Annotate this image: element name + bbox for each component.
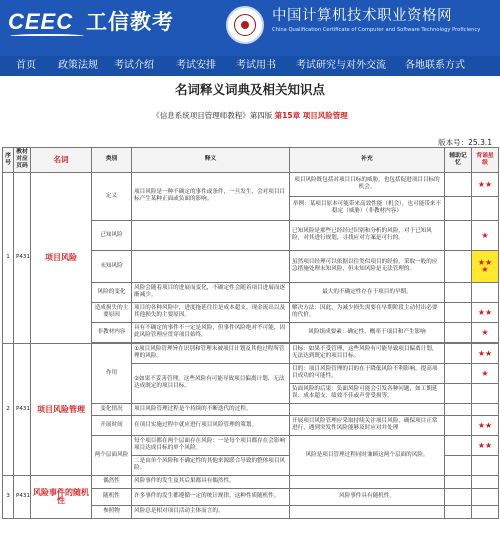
doc-subtitle: [0, 110, 500, 122]
row-category: 参照物: [92, 505, 132, 518]
row-category: 作用: [92, 343, 132, 403]
nav-exam-schedule[interactable]: 考试安排: [176, 60, 216, 71]
org-name: 中国计算机技术职业资格网: [272, 8, 452, 24]
row-definition: ②如果不妥善管理，这些风险有可能导致项目偏离计划，无法达成既定的项目目标。: [132, 363, 290, 403]
row-stars: ★★: [472, 435, 499, 455]
subtitle-chapter: 第15章 项目风险管理: [274, 111, 348, 120]
row-stars: [472, 455, 499, 475]
row-definition: ①项目风险管理旨在识别和管理未被项目计划及其他过程所管理的风险。: [132, 343, 290, 363]
nav-exam-intro[interactable]: 考试介绍: [114, 60, 154, 71]
row-stars: ★★: [472, 172, 499, 196]
subtitle-book: 《信息系统项目管理师教程》第四版: [152, 111, 273, 120]
row-term: 风险事件的随机性: [31, 475, 92, 518]
row-supplement: [290, 505, 445, 518]
row-aux: [445, 172, 472, 196]
row-stars: [472, 505, 499, 518]
row-supplement: 解决方法：因此，为减少损失需要在早期阶段主动付出必要的代价。: [290, 302, 445, 322]
row-stars: ★★: [472, 415, 499, 435]
row-category: 风险的变化: [92, 282, 132, 302]
row-supplement: 风险是项目管理过程同时兼顾这两个层面的风险。: [290, 435, 445, 475]
row-aux: [445, 302, 472, 322]
row-definition: 二是由单个风险和不确定性的其他来源联合导致的整体项目风险。: [132, 455, 290, 475]
row-supplement: 项目风险既包括对项目目标的威胁，也包括促进项目目标的机会。: [290, 172, 445, 196]
row-category: 未知风险: [92, 250, 132, 282]
col-name: 名词: [31, 148, 92, 173]
row-page: P431: [14, 343, 31, 475]
row-supplement: [290, 475, 445, 488]
ceec-logo[interactable]: [8, 9, 73, 35]
row-definition: [132, 250, 290, 282]
row-supplement: 最大的不确定性存在于项目的早期。: [290, 282, 445, 302]
row-category: 随机性: [92, 488, 132, 505]
row-definition: 风险总是相对项目活动主体而言的。: [132, 505, 290, 518]
col-category: 类别: [92, 148, 132, 173]
row-supplement: [290, 403, 445, 415]
row-aux: [445, 383, 472, 403]
row-stars: [472, 282, 499, 302]
col-definition: 释义: [132, 148, 290, 173]
logo-text[interactable]: 工信教考: [86, 10, 174, 34]
row-aux: [445, 488, 472, 505]
row-term: 项目风险: [31, 172, 92, 343]
row-aux: [445, 196, 472, 220]
row-definition: 风险会随着项目的进展而变化，不确定性会随着项目进展而逐渐减少。: [132, 282, 290, 302]
version-number: 版本号：25.3.1: [438, 138, 492, 147]
row-aux: [445, 475, 472, 488]
table-row: [3, 343, 499, 363]
logo-mark: CEEC: [8, 9, 74, 34]
doc-title: 名词释义词典及相关知识点: [174, 82, 325, 97]
row-category: 定义: [92, 172, 132, 220]
row-supplement: 风险组成要素：确定性、概率于项目和产生影响: [290, 322, 445, 342]
row-aux: [445, 435, 472, 455]
row-supplement: 风险事件具有随机性。: [290, 488, 445, 505]
row-aux: [445, 505, 472, 518]
row-aux: [445, 220, 472, 250]
row-stars: ★: [472, 363, 499, 383]
row-stars: [472, 488, 499, 505]
row-aux: [445, 322, 472, 342]
org-name-en: China Qualification Certificate of Computer and Software Technology Proficiency: [272, 27, 481, 33]
row-aux: [445, 403, 472, 415]
row-definition: [132, 220, 290, 250]
row-stars: [472, 196, 499, 220]
main-nav: [0, 56, 500, 76]
row-page: P431: [14, 475, 31, 518]
row-aux: [445, 363, 472, 383]
row-supplement: 举例：某项目原本可能带来高效性能（机会），也可能带来不稳定（威胁）（非教材内容）: [290, 196, 445, 220]
row-definition: 项目的各种风险中，进度拖延往往是成本超支、现金流出以及其他损失的主要原因。: [132, 302, 290, 322]
row-definition: 风险事件的发生及其后果都具有偶然性。: [132, 475, 290, 488]
row-supplement: 虽然项目经理可以依据以往类似项目的经验，采取一般的应急措施处理未知风险，但未知风险是无法管理的。: [290, 250, 445, 282]
col-freq: 背诵星级: [472, 148, 499, 173]
row-category: 造成损失的主要原因: [92, 302, 132, 322]
col-no: 序号: [3, 148, 14, 173]
row-stars: ★★ ★: [472, 250, 499, 282]
row-stars: ★★: [472, 302, 499, 322]
nav-research[interactable]: 考试研究与对外交流: [296, 60, 386, 71]
row-category: 变化情况: [92, 403, 132, 415]
nav-policy[interactable]: 政策法规: [58, 60, 98, 71]
row-no: 2: [3, 343, 14, 475]
org-seal-icon: [226, 6, 264, 44]
row-supplement: 目标：如果不受管理，这些风险有可能导致项目偏离计划，无法达到既定的项目目标。: [290, 343, 445, 363]
table-row: [3, 475, 499, 488]
row-definition: 每个项目都在两个层面存在风险：一是每个项目都存在会影响项目达成目标的单个风险。: [132, 435, 290, 455]
row-definition: 项目风险是一种不确定的事件或条件，一旦发生，会对项目目标产生某种正面或负面的影响。: [132, 172, 290, 220]
row-stars: [472, 403, 499, 415]
row-supplement: 已知风险是那些已经经过识别和分析的风险，对于已知风险，对其进行规划，寻找应对方案是可行的。: [290, 220, 445, 250]
row-aux: [445, 415, 472, 435]
logo-swoosh: [10, 34, 84, 38]
row-definition: 在项目实施过程中就应进行项目风险管理的策划。: [132, 415, 290, 435]
row-definition: 项目风险管理过程是个持续的不断迭代的过程。: [132, 403, 290, 415]
col-supplement: 补充: [290, 148, 445, 173]
site-header: [0, 0, 500, 56]
row-aux: [445, 343, 472, 363]
row-stars: ★: [472, 220, 499, 250]
table-row: [3, 172, 499, 196]
row-category: 已知风险: [92, 220, 132, 250]
row-category: 开展时间: [92, 415, 132, 435]
row-aux: [445, 250, 472, 282]
document: [0, 76, 500, 534]
nav-contacts[interactable]: 各地联系方式: [405, 60, 465, 71]
table-header-row: [3, 148, 499, 173]
row-supplement: 负面风险的后果：负面风险可能会引发各种问题，如工期延误、成本超支、绩效不佳或声誉受损等。: [290, 383, 445, 403]
row-category: 偶然性: [92, 475, 132, 488]
col-page: 教材对应页码: [14, 148, 31, 173]
row-stars: [472, 475, 499, 488]
glossary-table: [2, 147, 499, 519]
nav-exam-books[interactable]: 考试用书: [236, 60, 276, 71]
nav-home[interactable]: 首页: [16, 60, 36, 71]
row-no: 3: [3, 475, 14, 518]
row-stars: ★: [472, 322, 499, 342]
row-category: 两个层面风险: [92, 435, 132, 475]
row-stars: ★★: [472, 343, 499, 363]
row-definition: 具有不确定的事件不一定是风险，但事件风险绝对不可能，因此风险管理应贯穿项目始终。: [132, 322, 290, 342]
col-aux: 辅助记忆: [445, 148, 472, 173]
row-page: P431: [14, 172, 31, 343]
row-aux: [445, 455, 472, 475]
row-supplement: 目的：项目风险管理的目的在于降低风险不利影响，提高项目成功的可能性。: [290, 363, 445, 383]
row-no: 1: [3, 172, 14, 343]
row-definition: 许多事件的发生都遵循一定的统计规律，这种性质随机性。: [132, 488, 290, 505]
row-category: 非教材内容: [92, 322, 132, 342]
row-supplement: 开展项目风险管理应采取持续关注项目风险，确保项目正常进行，遇到突发性风险能够及时应对并处理: [290, 415, 445, 435]
row-aux: [445, 282, 472, 302]
row-term: 项目风险管理: [31, 343, 92, 475]
row-stars: [472, 383, 499, 403]
